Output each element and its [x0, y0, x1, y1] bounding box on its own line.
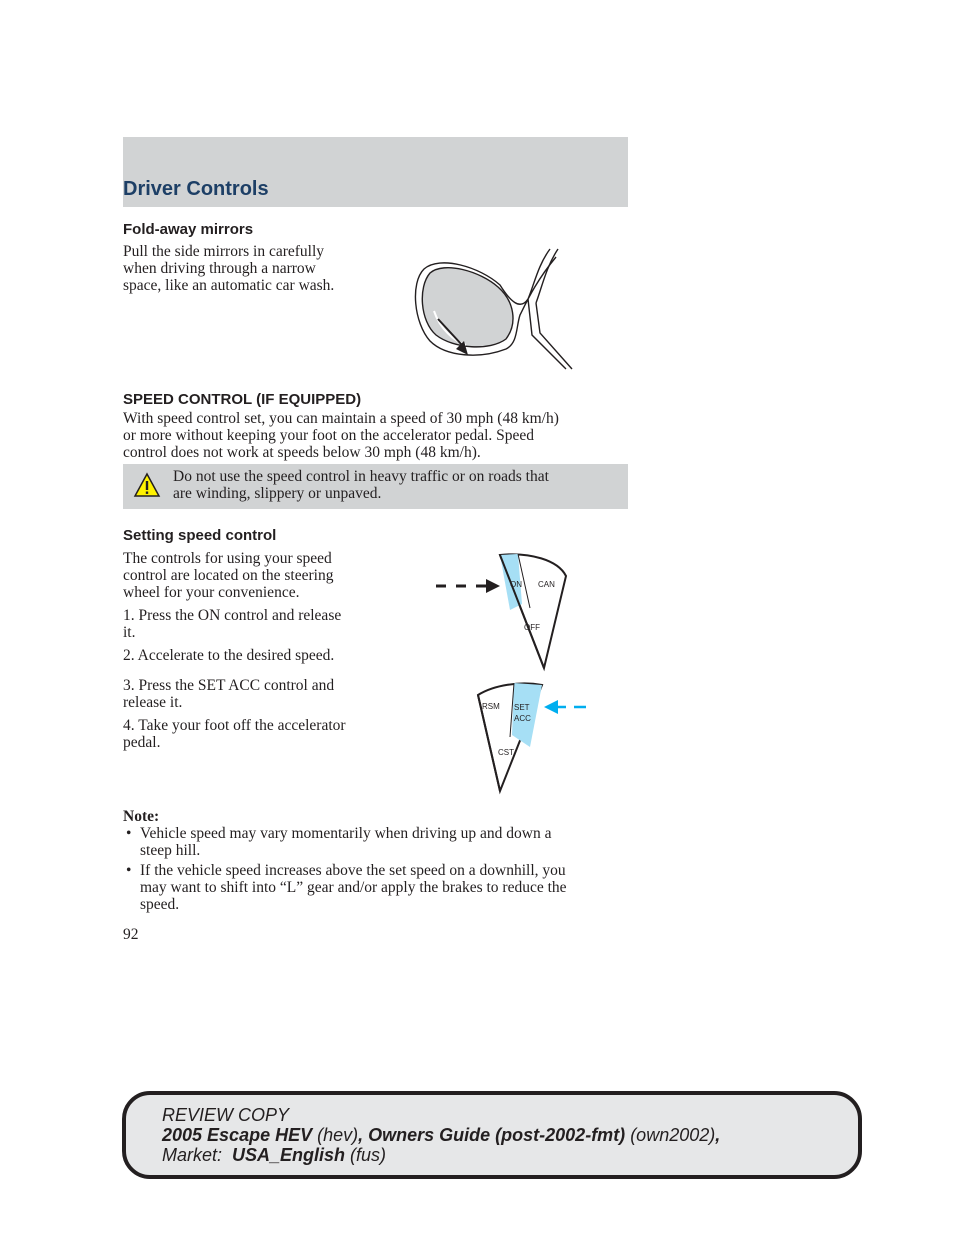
set-acc-switch-diagram	[474, 677, 598, 795]
acc-label: ACC	[514, 714, 531, 723]
model-code: (hev)	[312, 1125, 359, 1145]
setting-steps	[123, 550, 383, 670]
note-label: Note:	[123, 808, 160, 825]
text-line: 1. Press the ON control and release	[123, 607, 342, 624]
on-off-switch-diagram	[430, 550, 600, 672]
speed-control-text	[123, 410, 628, 461]
note-section	[123, 808, 628, 913]
text-line: Do not use the speed control in heavy traffic or on roads that	[173, 468, 549, 485]
mirror-illustration	[410, 245, 580, 373]
setting-intro	[123, 550, 383, 601]
text-line: steep hill.	[140, 842, 201, 859]
text-line: Pull the side mirrors in carefully	[123, 243, 325, 260]
text-line: may want to shift into “L” gear and/or apply the brakes to reduce the	[140, 879, 567, 896]
list-item	[123, 862, 628, 913]
rsm-label: RSM	[482, 702, 500, 711]
review-footer	[122, 1091, 862, 1179]
text-line: when driving through a narrow	[123, 260, 316, 277]
separator: ,	[358, 1125, 369, 1145]
step-2: 2. Accelerate to the desired speed.	[123, 647, 335, 664]
text-line: 4. Take your foot off the accelerator	[123, 717, 346, 734]
text-line: space, like an automatic car wash.	[123, 277, 335, 294]
on-label: ON	[510, 580, 522, 589]
text-line: wheel for your convenience.	[123, 584, 300, 601]
section-header	[123, 137, 628, 207]
page-number: 92	[123, 926, 139, 943]
text-line: speed.	[140, 896, 180, 913]
text-line: it.	[123, 624, 136, 641]
warning-box	[123, 464, 628, 509]
can-label: CAN	[538, 580, 555, 589]
fold-mirrors-heading: Fold-away mirrors	[123, 221, 254, 238]
text-line: • If the vehicle speed increases above the set speed on a downhill, you	[140, 862, 566, 879]
text-line: are winding, slippery or unpaved.	[173, 485, 382, 502]
step-3	[123, 677, 383, 711]
fold-mirrors-text	[123, 243, 383, 294]
market-name: USA_English	[232, 1145, 346, 1165]
set-label: SET	[514, 703, 530, 712]
text-line: pedal.	[123, 734, 161, 751]
text-line: or more without keeping your foot on the accelerator pedal. Speed	[123, 427, 535, 444]
separator: ,	[715, 1125, 721, 1145]
footer-text	[162, 1105, 720, 1165]
step-1	[123, 607, 383, 641]
footer-line-2	[162, 1125, 720, 1145]
market-code: (fus)	[345, 1145, 387, 1165]
warning-text	[173, 468, 613, 502]
guide-code: (own2002)	[625, 1125, 716, 1145]
text-line: 3. Press the SET ACC control and	[123, 677, 335, 694]
off-label: OFF	[524, 623, 540, 632]
setting-steps-lower	[123, 677, 383, 757]
text-line: release it.	[123, 694, 183, 711]
model-name: 2005 Escape HEV	[162, 1125, 313, 1145]
section-title: Driver Controls	[123, 178, 269, 200]
text-line: The controls for using your speed	[123, 550, 332, 567]
step-4	[123, 717, 383, 751]
cst-label: CST	[498, 748, 514, 757]
note-list	[123, 825, 628, 913]
footer-line-3	[162, 1145, 720, 1165]
guide-name: Owners Guide (post-2002-fmt)	[368, 1125, 626, 1145]
review-copy-label: REVIEW COPY	[162, 1105, 290, 1125]
warning-triangle-icon	[133, 472, 161, 498]
list-item	[123, 825, 628, 859]
setting-speed-heading: Setting speed control	[123, 527, 277, 544]
text-line: control are located on the steering	[123, 567, 334, 584]
market-label: Market:	[162, 1145, 233, 1165]
text-line: With speed control set, you can maintain a speed of 30 mph (48 km/h)	[123, 410, 559, 427]
text-line: • Vehicle speed may vary momentarily when driving up and down a	[140, 825, 552, 842]
text-line: control does not work at speeds below 30 mph (48 km/h).	[123, 444, 481, 461]
speed-control-heading: SPEED CONTROL (IF EQUIPPED)	[123, 391, 362, 408]
